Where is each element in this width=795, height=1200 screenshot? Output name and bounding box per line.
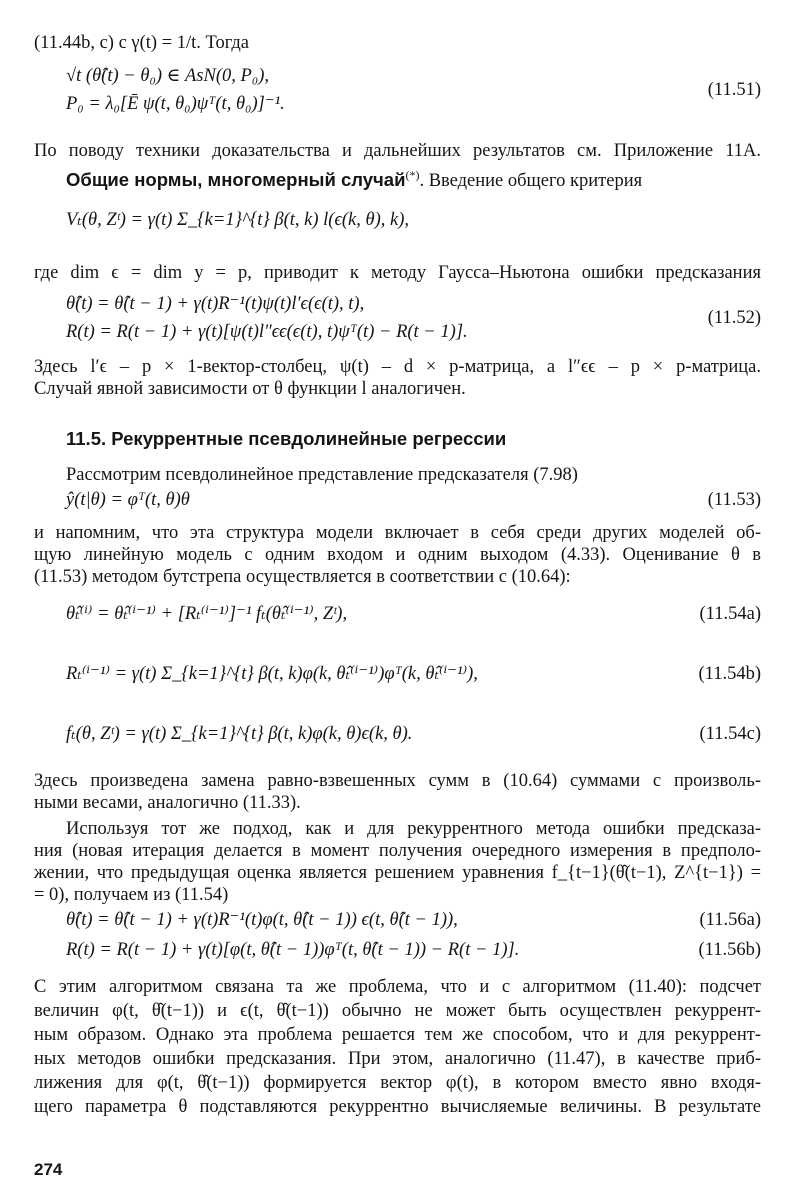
text-line: С этим алгоритмом связана та же проблема, что и с алгоритмом (11.40): подсчет [34,977,761,997]
text-line: величин φ(t, θ̂(t−1)) и ϵ(t, θ̂(t−1)) обычно не может быть осуществлен рекуррент- [34,1001,761,1021]
paragraph-heading-line [66,164,642,192]
text-line: щую линейную модель с одним входом и одним выходом (4.33). Оценивание θ в [34,545,761,565]
equation-11-54c [0,722,795,746]
page-number: 274 [34,1160,63,1179]
text-line: где dim ϵ = dim y = p, приводит к методу Гаусса–Ньютона ошибки предсказания [34,263,761,283]
text-line: Здесь произведена замена равно-взвешенных сумм в (10.64) суммами с произволь- [34,771,761,791]
text-line: (11.44b, c) с γ(t) = 1/t. Тогда [34,33,249,53]
formula: P₀ = λ₀[Ē ψ(t, θ₀)ψᵀ(t, θ₀)]⁻¹. [66,94,285,114]
formula: √t (θ̂(t) − θ₀) ∈ AsN(0, P₀), [66,66,270,86]
inline-heading: Общие нормы, многомерный случай [66,169,406,191]
formula: θ̂(t) = θ̂(t − 1) + γ(t)R⁻¹(t)φ(t, θ̂(t − 1)) ϵ(t, θ̂(t − 1)), [66,910,458,930]
equation-number: (11.54b) [698,664,761,684]
formula: R(t) = R(t − 1) + γ(t)[ψ(t)l″ϵϵ(ϵ(t), t)ψᵀ(t) − R(t − 1)]. [66,322,468,342]
equation-number: (11.52) [707,308,761,328]
formula: θ̂ₜ⁽ⁱ⁾ = θ̂ₜ⁽ⁱ⁻¹⁾ + [Rₜ⁽ⁱ⁻¹⁾]⁻¹ fₜ(θ̂ₜ⁽ⁱ⁻¹⁾, Zᵗ), [66,604,348,624]
text-line: По поводу техники доказательства и дальнейших результатов см. Приложение 11А. [34,141,761,161]
equation-11-54a [0,602,795,626]
equation-number: (11.54a) [699,604,761,624]
text-line: и напомним, что эта структура модели включает в себя среди других моделей об- [34,523,761,543]
equation-number-11-52 [0,306,795,330]
text-line: Случай явной зависимости от θ функции l аналогичен. [34,379,466,399]
equation-number: (11.56a) [699,910,761,930]
equation-11-56a [0,908,795,932]
equation-11-53 [0,488,795,512]
equation-11-54b [0,662,795,686]
text-line: щего параметра θ подставляются рекуррентно вычисляемые величины. В результате [34,1097,761,1117]
footnote-mark: (*) [405,168,420,182]
text-line: ными весами, аналогично (11.33). [34,793,301,813]
text-line: ным образом. Однако эта проблема решается тем же способом, что и для рекуррент- [34,1025,761,1045]
equation-criterion [0,208,795,232]
text-line: жении, что предыдущая оценка является решением уравнения f_{t−1}(θ̂(t−1), Z^{t−1}) = [34,863,761,883]
text-line: Используя тот же подход, как и для рекуррентного метода ошибки предсказа- [66,819,761,839]
equation-number-11-51 [0,78,795,102]
equation-number: (11.56b) [698,940,761,960]
formula: R(t) = R(t − 1) + γ(t)[φ(t, θ̂(t − 1))φᵀ(t, θ̂(t − 1)) − R(t − 1)]. [66,940,520,960]
equation-number: (11.54c) [699,724,761,744]
formula: θ̂(t) = θ̂(t − 1) + γ(t)R⁻¹(t)ψ(t)l′ϵ(ϵ(t), t), [66,294,365,314]
text-line: ных методов ошибки предсказания. При этом, аналогично (11.47), в качестве приб- [34,1049,761,1069]
text-line: Рассмотрим псевдолинейное представление предсказателя (7.98) [66,465,578,485]
formula: Vₜ(θ, Zᵗ) = γ(t) Σ_{k=1}^{t} β(t, k) l(ϵ(k, θ), k), [66,210,410,230]
text-run: . Введение общего критерия [419,171,643,192]
formula: fₜ(θ, Zᵗ) = γ(t) Σ_{k=1}^{t} β(t, k)φ(k, θ)ϵ(k, θ). [66,724,413,744]
equation-11-56b [0,938,795,962]
formula: ŷ(t|θ) = φᵀ(t, θ)θ [66,490,190,510]
text-line: лижения для φ(t, θ̂(t−1)) формируется вектор φ(t), в котором вместо явно входя- [34,1073,761,1093]
text-line: Здесь l′ϵ – p × 1-вектор-столбец, ψ(t) – d × p-матрица, а l″ϵϵ – p × p-матрица. [34,357,761,377]
section-heading: 11.5. Рекуррентные псевдолинейные регрессии [66,428,507,449]
equation-number: (11.51) [707,80,761,100]
text-line: ния (новая итерация делается в момент получения очередного измерения в предполо- [34,841,761,861]
text-line: (11.53) методом бутстрепа осуществляется в соответствии с (10.64): [34,567,571,587]
text-line: = 0), получаем из (11.54) [34,885,229,905]
equation-number: (11.53) [707,490,761,510]
formula: Rₜ⁽ⁱ⁻¹⁾ = γ(t) Σ_{k=1}^{t} β(t, k)φ(k, θ̂ₜ⁽ⁱ⁻¹⁾)φᵀ(k, θ̂ₜ⁽ⁱ⁻¹⁾), [66,664,478,684]
